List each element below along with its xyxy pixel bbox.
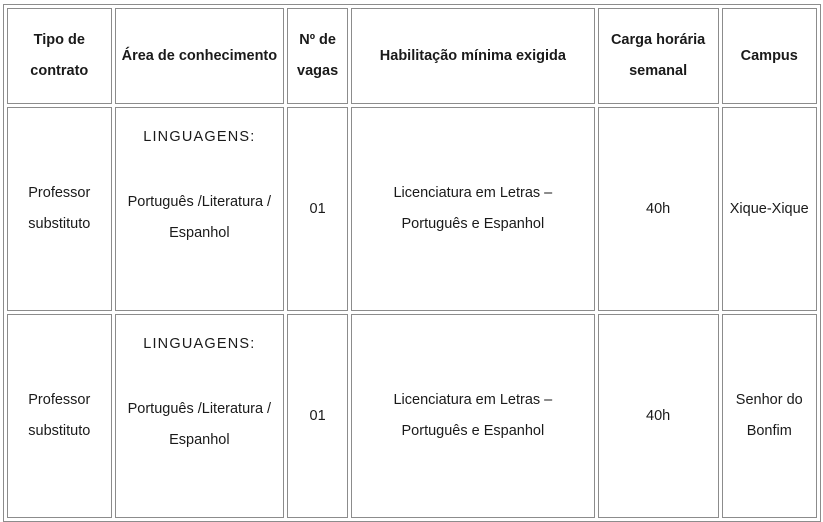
cell-tipo-de-contrato: Professor substituto [7,314,112,518]
header-carga-horaria: Carga horária semanal [598,8,719,104]
cell-area-de-conhecimento: LINGUAGENS: Português /Literatura / Espanhol [115,107,285,311]
header-numero-de-vagas: Nº de vagas [287,8,348,104]
header-campus: Campus [722,8,817,104]
cell-numero-de-vagas: 01 [287,107,348,311]
header-tipo-de-contrato: Tipo de contrato [7,8,112,104]
cell-area-de-conhecimento: LINGUAGENS: Português /Literatura / Espanhol [115,314,285,518]
header-area-de-conhecimento: Área de conhecimento [115,8,285,104]
area-heading: LINGUAGENS: [143,336,256,352]
header-row [7,8,817,104]
table-row [7,314,817,518]
cell-campus: Senhor do Bonfim [722,314,817,518]
cell-campus: Xique-Xique [722,107,817,311]
cell-numero-de-vagas: 01 [287,314,348,518]
table-row [7,107,817,311]
header-habilitacao-minima: Habilitação mínima exigida [351,8,595,104]
cell-tipo-de-contrato: Professor substituto [7,107,112,311]
cell-carga-horaria: 40h [598,314,719,518]
vacancy-table [3,4,821,522]
cell-habilitacao-minima: Licenciatura em Letras – Português e Espanhol [351,107,595,311]
cell-carga-horaria: 40h [598,107,719,311]
area-heading: LINGUAGENS: [143,129,256,145]
cell-habilitacao-minima: Licenciatura em Letras – Português e Espanhol [351,314,595,518]
